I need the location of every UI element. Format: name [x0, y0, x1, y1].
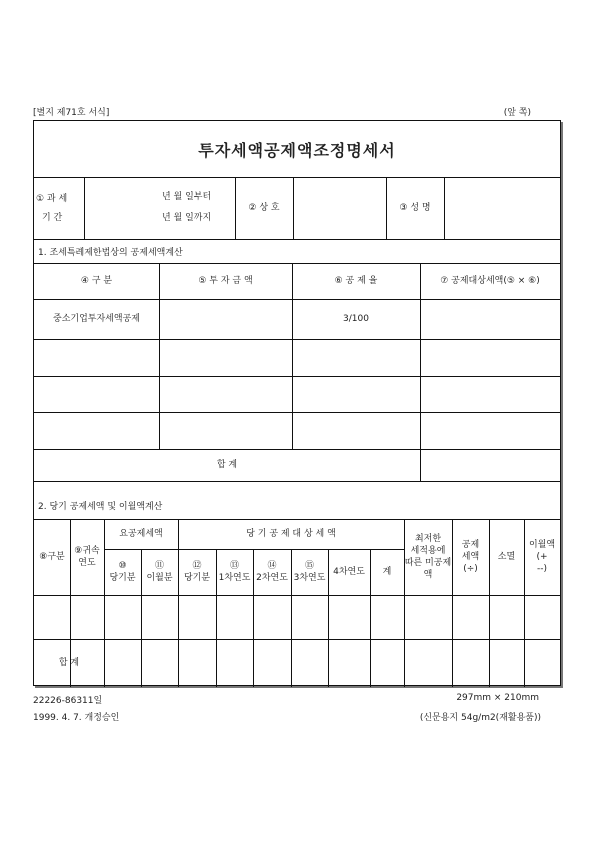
- col-deduct-line3: (÷): [463, 564, 478, 575]
- subcol-label: 당기분: [183, 573, 211, 583]
- col-header-rate: ⑥ 공 제 율: [334, 275, 378, 286]
- divider: [293, 177, 294, 239]
- form-number: [별지 제71호 서식]: [33, 108, 110, 118]
- page-side-label: (앞 쪽): [503, 108, 531, 118]
- subcol-num: ⑫: [192, 560, 202, 571]
- subcol-num: ⑮: [304, 560, 314, 571]
- col-carry-line1: 이월액: [528, 539, 556, 550]
- section2-title: 2. 당기 공제세액 및 이월액계산: [38, 502, 163, 512]
- divider: [34, 339, 560, 340]
- divider: [34, 595, 560, 596]
- col-carry-line2: (+: [536, 551, 548, 562]
- col-year-line1: ⑨귀속: [74, 545, 100, 556]
- subcol-label: 3차연도: [293, 573, 326, 583]
- col-header-category: ④ 구 분: [80, 275, 113, 286]
- approval-date: 1999. 4. 7. 개정승인: [33, 713, 120, 723]
- period-from: 년 월 일부터: [162, 192, 212, 202]
- subcol-year4: [328, 549, 370, 595]
- divider: [34, 239, 560, 240]
- subcol-num: ⑩: [118, 560, 127, 571]
- subcol-label: 계: [382, 566, 392, 577]
- group-current-target: 당 기 공 제 대 상 세 액: [246, 528, 336, 539]
- paper-size: 297mm × 210mm: [456, 693, 539, 703]
- subcol-label: 당기분: [109, 573, 136, 583]
- col-category: ⑧구분: [39, 551, 65, 562]
- form-code: 22226-86311일: [33, 696, 103, 706]
- col-deduct: [452, 519, 489, 595]
- col-min-tax-line3: 따른 미공제: [404, 558, 452, 568]
- row-category: 중소기업투자세액공제: [53, 313, 140, 324]
- group-required-tax: 요공제세액: [119, 528, 163, 539]
- col-min-tax-line1: 최저한: [414, 533, 442, 544]
- section1-total-label: 합 계: [216, 459, 238, 470]
- subcol-required-current: [104, 549, 141, 595]
- subcol-year3: [291, 549, 328, 595]
- divider: [84, 177, 85, 239]
- col-extinct: 소멸: [497, 551, 516, 562]
- col-min-tax-line4: 액: [423, 570, 433, 581]
- company-label: ② 상 호: [248, 202, 280, 213]
- section1-title: 1. 조세특례제한법상의 공제세액계산: [38, 248, 183, 258]
- divider: [34, 376, 560, 377]
- col-deduct-line2: 세액: [461, 551, 480, 562]
- name-label: ③ 성 명: [399, 202, 431, 213]
- paper-spec: (신문용지 54g/m2(재활용품)): [419, 713, 541, 723]
- subcol-current: [178, 549, 216, 595]
- divider: [34, 481, 560, 482]
- subcol-required-carry: [141, 549, 178, 595]
- form-frame: [33, 120, 561, 686]
- subcol-label: 2차연도: [256, 573, 288, 583]
- divider: [444, 177, 445, 239]
- subcol-year2: [253, 549, 291, 595]
- col-carry: [524, 519, 560, 595]
- subcol-num: ⑭: [267, 560, 277, 571]
- divider: [34, 639, 560, 640]
- col-carry-line3: --): [536, 564, 547, 575]
- col-year: [70, 519, 104, 595]
- subcol-label: 1차연도: [218, 573, 251, 583]
- subcol-label: 4차연도: [333, 566, 365, 577]
- col-deduct-line1: 공제: [461, 539, 480, 550]
- subcol-label: 이월분: [146, 573, 173, 583]
- subcol-num: ⑪: [154, 560, 164, 571]
- col-header-target-tax: ⑦ 공제대상세액(⑤ × ⑥): [440, 275, 540, 286]
- col-year-line2: 연도: [78, 558, 96, 568]
- subcol-sum: [370, 549, 404, 595]
- form-title: 투자세액공제액조정명세서: [34, 121, 560, 178]
- tax-period-label: ① 과 세: [36, 194, 68, 204]
- subcol-year1: [216, 549, 253, 595]
- row-rate: 3/100: [343, 313, 369, 324]
- col-min-tax-line2: 세적용에: [410, 545, 446, 556]
- divider: [34, 412, 560, 413]
- period-to: 년 월 일까지: [162, 213, 212, 223]
- col-header-investment: ⑤ 투 자 금 액: [198, 275, 253, 286]
- col-min-tax: [404, 519, 452, 595]
- tax-period-label-2: 기 간: [42, 213, 63, 223]
- subcol-num: ⑬: [229, 560, 239, 571]
- section2-total-label: 합 계: [58, 657, 80, 668]
